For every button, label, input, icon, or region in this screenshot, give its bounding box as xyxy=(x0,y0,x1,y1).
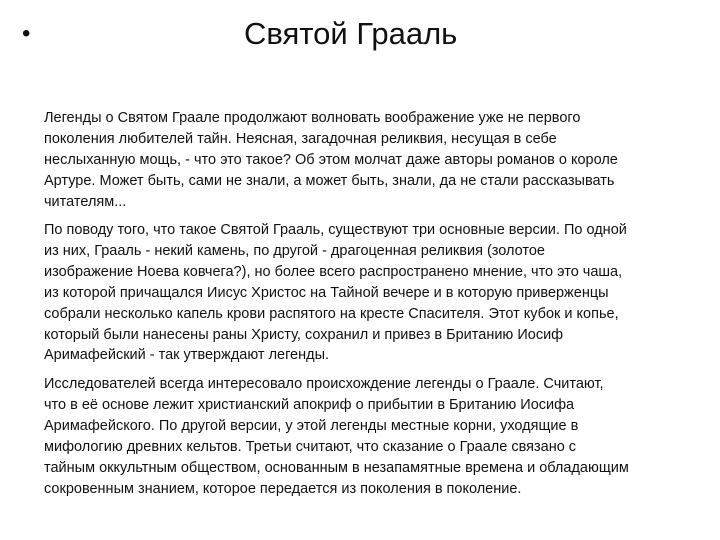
text-line: сокровенным знанием, которое передается из поколения в поколение. xyxy=(44,480,522,497)
title-bullet: • xyxy=(22,20,31,47)
text-line: Легенды о Святом Граале продолжают волновать воображение уже не первого xyxy=(44,110,581,126)
paragraph-versions xyxy=(44,220,627,366)
text-line: из которой причащался Иисус Христос на Тайной вечере и в которую приверженцы xyxy=(44,284,609,301)
text-line: что в её основе лежит христианский апокриф о прибытии в Британию Иосифа xyxy=(44,396,575,413)
text-line: читателям... xyxy=(44,193,127,210)
text-line: Артуре. Может быть, сами не знали, а может быть, знали, да не стали рассказывать xyxy=(44,172,615,189)
text-line: неслыханную мощь, - что это такое? Об этом молчат даже авторы романов о короле xyxy=(44,151,618,168)
text-line: собрали несколько капель крови распятого на кресте Спасителя. Этот кубок и копье, xyxy=(44,305,619,322)
text-line: Аримафейского. По другой версии, у этой легенды местные корни, уходящие в xyxy=(44,417,579,434)
text-line: тайным оккультным обществом, основанным в незапамятные времена и обладающим xyxy=(44,459,629,476)
slide-title: Святой Грааль xyxy=(244,16,458,51)
paragraph-origins xyxy=(44,374,629,499)
text-line: мифологию древних кельтов. Третьи считают, что сказание о Граале связано с xyxy=(44,438,577,455)
text-line: Аримафейский - так утверждают легенды. xyxy=(44,347,330,364)
text-line: который были нанесены раны Христу, сохранил и привез в Британию Иосиф xyxy=(44,326,564,343)
text-line: из них, Грааль - некий камень, по другой - драгоценная реликвия (золотое xyxy=(44,242,545,259)
text-line: По поводу того, что такое Святой Грааль, существуют три основные версии. По одной xyxy=(44,222,627,238)
text-line: поколения любителей тайн. Неясная, загадочная реликвия, несущая в себе xyxy=(44,130,557,147)
paragraph-intro xyxy=(44,108,618,213)
text-line: изображение Ноева ковчега?), но более всего распространено мнение, что это чаша, xyxy=(44,263,623,280)
text-line: Исследователей всегда интересовало происхождение легенды о Граале. Считают, xyxy=(44,376,604,392)
